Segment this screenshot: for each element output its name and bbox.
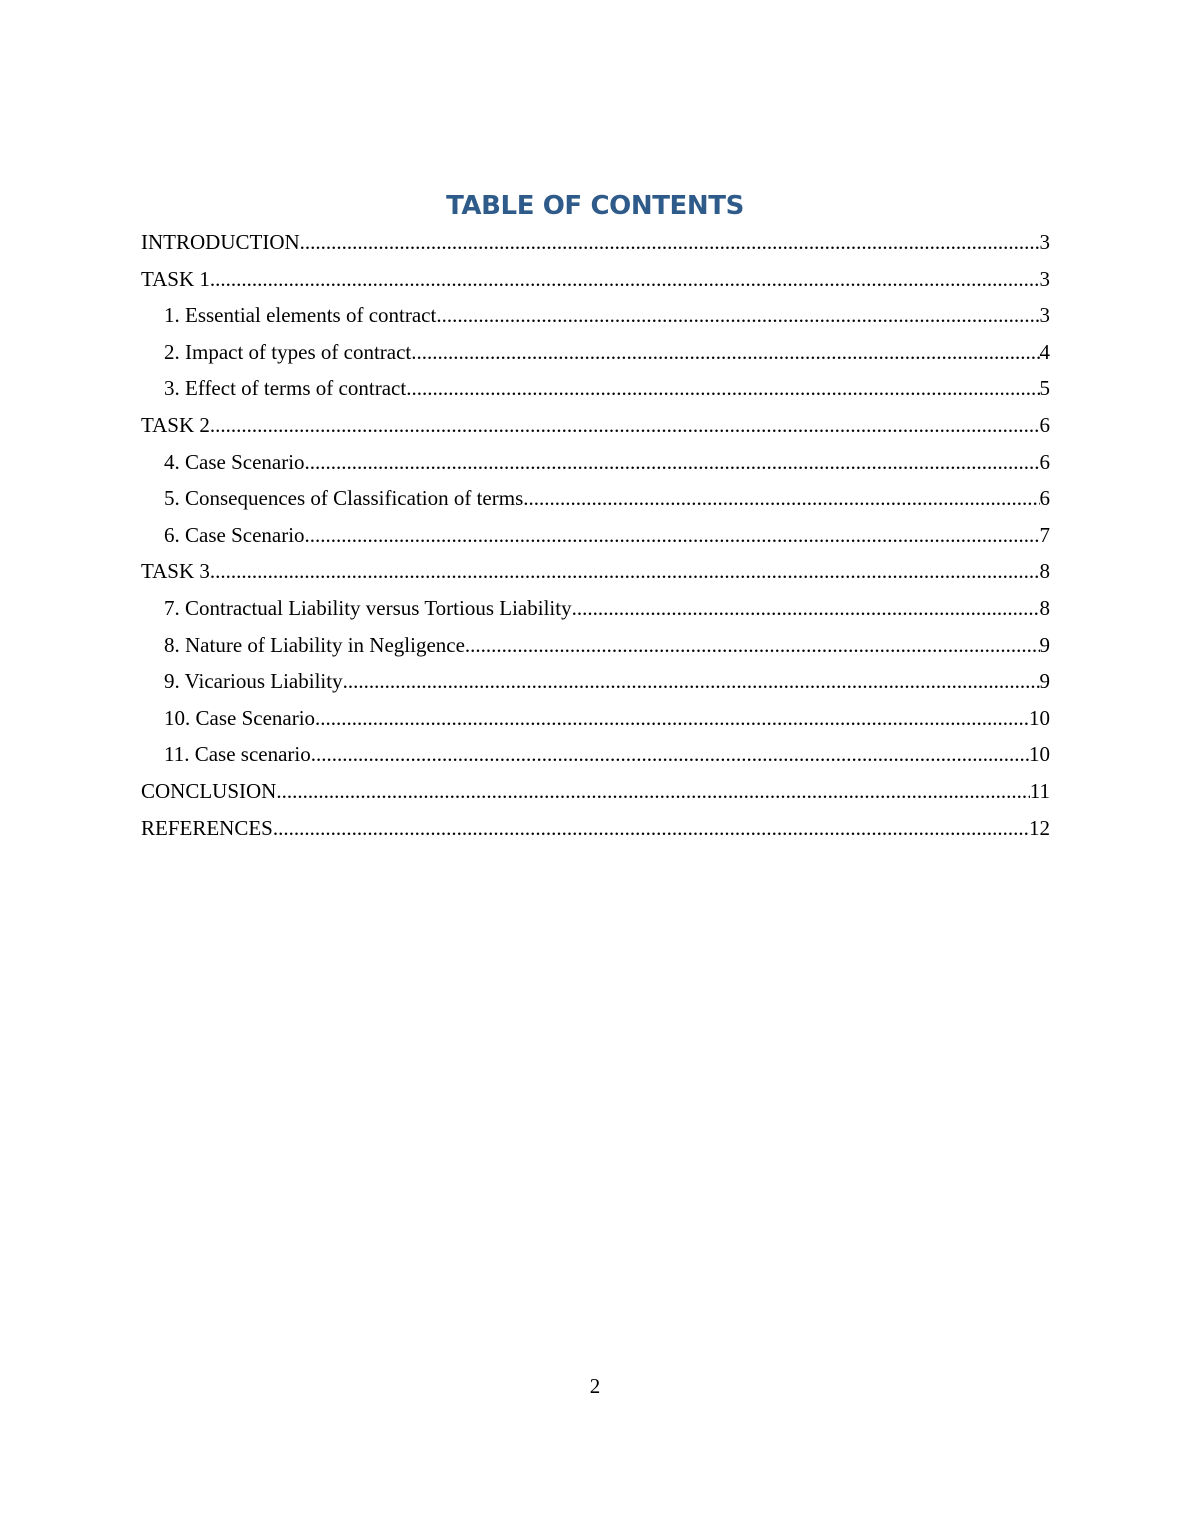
toc-entry-case-scenario-6[interactable]: [141, 517, 1050, 554]
toc-dot-leader: [210, 261, 1040, 298]
toc-entry-page: 6: [1039, 449, 1050, 474]
toc-dot-leader: [523, 480, 1039, 517]
toc-entry-contractual-vs-tortious[interactable]: [141, 590, 1050, 627]
toc-heading: TABLE OF CONTENTS: [446, 191, 744, 221]
toc-entry-case-scenario-10[interactable]: [141, 700, 1050, 737]
toc-dot-leader: [311, 736, 1029, 773]
toc-dot-leader: [273, 810, 1029, 847]
table-of-contents: [141, 224, 1050, 846]
toc-dot-leader: [210, 553, 1040, 590]
toc-dot-leader: [300, 224, 1040, 261]
toc-entry-essential-elements[interactable]: [141, 297, 1050, 334]
toc-entry-task-1[interactable]: [141, 261, 1050, 298]
toc-entry-label: 5. Consequences of Classification of terms: [164, 486, 524, 511]
toc-entry-case-scenario-11[interactable]: [141, 736, 1050, 773]
toc-entry-label: REFERENCES: [141, 815, 273, 840]
toc-entry-page: 8: [1039, 595, 1050, 620]
toc-entry-page: 6: [1039, 486, 1050, 511]
toc-entry-page: 12: [1029, 815, 1050, 840]
toc-entry-label: TASK 2: [141, 412, 210, 437]
toc-entry-vicarious-liability[interactable]: [141, 663, 1050, 700]
toc-entry-nature-of-negligence[interactable]: [141, 627, 1050, 664]
toc-entry-label: 1. Essential elements of contract: [164, 303, 437, 328]
toc-dot-leader: [436, 297, 1039, 334]
toc-entry-label: INTRODUCTION: [141, 230, 300, 254]
toc-entry-label: TASK 1: [141, 266, 210, 291]
toc-entry-page: 3: [1039, 266, 1050, 291]
toc-entry-impact-of-types[interactable]: [141, 334, 1050, 371]
toc-entry-task-2[interactable]: [141, 407, 1050, 444]
toc-entry-label: CONCLUSION: [141, 778, 277, 803]
toc-entry-page: 3: [1039, 230, 1050, 254]
toc-entry-label: 8. Nature of Liability in Negligence: [164, 632, 465, 657]
toc-entry-page: 8: [1039, 559, 1050, 584]
toc-entry-label: 3. Effect of terms of contract: [164, 376, 407, 401]
toc-dot-leader: [411, 334, 1039, 371]
toc-entry-page: 11: [1029, 778, 1050, 803]
toc-dot-leader: [315, 700, 1029, 737]
toc-entry-page: 10: [1029, 742, 1050, 767]
toc-entry-label: 4. Case Scenario: [164, 449, 305, 474]
toc-dot-leader: [305, 517, 1040, 554]
toc-entry-references[interactable]: [141, 810, 1050, 847]
toc-entry-label: 2. Impact of types of contract: [164, 339, 412, 364]
page-number: 2: [589, 1374, 601, 1398]
toc-entry-page: 6: [1039, 412, 1050, 437]
toc-entry-label: 7. Contractual Liability versus Tortious Liability: [164, 595, 572, 620]
toc-entry-page: 9: [1039, 669, 1050, 694]
toc-dot-leader: [343, 663, 1040, 700]
toc-entry-case-scenario-4[interactable]: [141, 444, 1050, 481]
toc-entry-label: 11. Case scenario: [164, 742, 311, 767]
toc-dot-leader: [572, 590, 1040, 627]
toc-entry-effect-of-terms[interactable]: [141, 370, 1050, 407]
toc-entry-task-3[interactable]: [141, 553, 1050, 590]
toc-dot-leader: [276, 773, 1029, 810]
toc-entry-page: 7: [1039, 522, 1050, 547]
toc-entry-label: 9. Vicarious Liability: [164, 669, 343, 694]
toc-entry-conclusion[interactable]: [141, 773, 1050, 810]
toc-entry-label: TASK 3: [141, 559, 210, 584]
toc-entry-page: 3: [1039, 303, 1050, 328]
toc-entry-page: 5: [1039, 376, 1050, 401]
toc-entry-page: 9: [1039, 632, 1050, 657]
toc-dot-leader: [210, 407, 1040, 444]
toc-entry-label: 6. Case Scenario: [164, 522, 305, 547]
toc-entry-consequences-of-classification[interactable]: [141, 480, 1050, 517]
toc-entry-page: 4: [1039, 339, 1050, 364]
toc-entry-page: 10: [1029, 705, 1050, 730]
toc-dot-leader: [305, 444, 1040, 481]
toc-dot-leader: [465, 627, 1040, 664]
toc-entry-label: 10. Case Scenario: [164, 705, 316, 730]
toc-entry-introduction[interactable]: [141, 224, 1050, 261]
toc-dot-leader: [406, 370, 1039, 407]
